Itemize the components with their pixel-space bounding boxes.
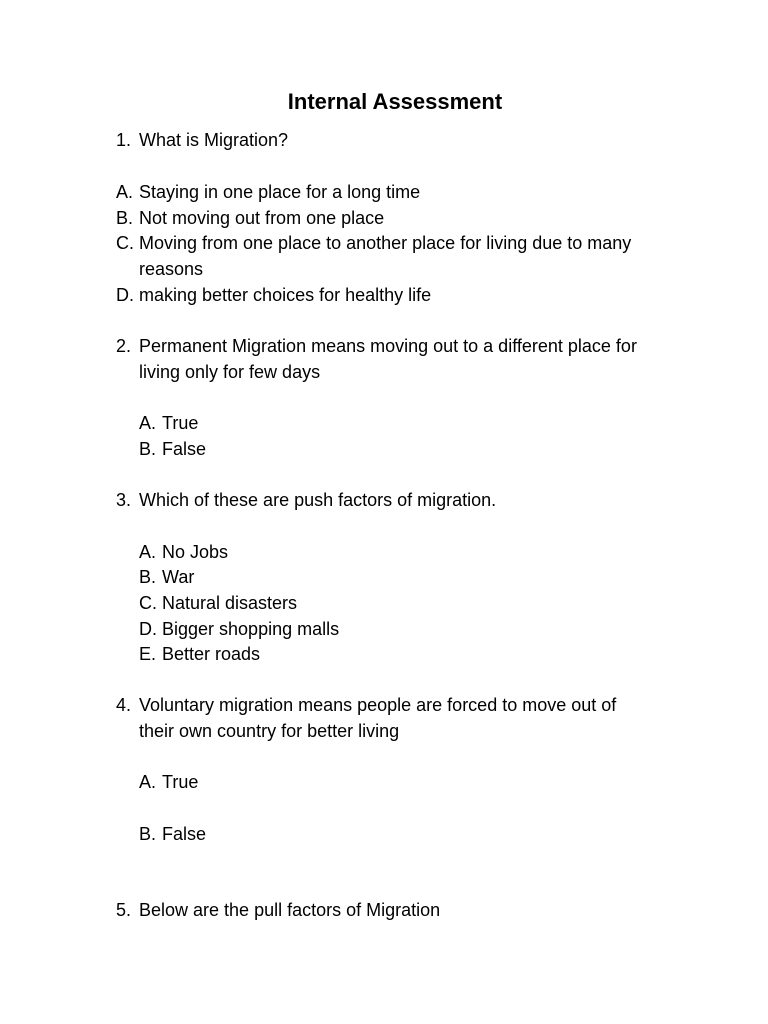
option-text: True xyxy=(162,413,199,433)
option-letter: A. xyxy=(139,772,157,792)
question-number: 4. xyxy=(116,695,132,715)
question-number: 1. xyxy=(116,130,132,150)
option-text: making better choices for healthy life xyxy=(139,285,432,305)
option-text: Not moving out from one place xyxy=(139,208,385,228)
option-text: Better roads xyxy=(162,644,261,664)
option-letter: B. xyxy=(139,439,157,459)
question-text: What is Migration? xyxy=(139,130,289,150)
page-title: Internal Assessment xyxy=(287,89,503,114)
option-text: False xyxy=(162,439,207,459)
option-text: False xyxy=(162,824,207,844)
question-text: Below are the pull factors of Migration xyxy=(139,900,441,920)
question-text: Which of these are push factors of migration. xyxy=(139,490,497,510)
option-letter: C. xyxy=(116,233,134,253)
option-letter: D. xyxy=(116,285,134,305)
option-text: War xyxy=(162,567,195,587)
option-letter: A. xyxy=(139,413,157,433)
option-text: Staying in one place for a long time xyxy=(139,182,421,202)
option-letter: C. xyxy=(139,593,157,613)
option-letter: A. xyxy=(116,182,134,202)
option-text: True xyxy=(162,772,199,792)
option-letter: B. xyxy=(139,567,157,587)
option-text: No Jobs xyxy=(162,542,229,562)
option-letter: E. xyxy=(139,644,157,664)
question-text-continued: their own country for better living xyxy=(139,721,400,741)
option-letter: D. xyxy=(139,619,157,639)
option-letter: B. xyxy=(139,824,157,844)
question-text: Permanent Migration means moving out to a different place for xyxy=(139,336,637,356)
option-text: Natural disasters xyxy=(162,593,298,613)
question-text-continued: living only for few days xyxy=(139,362,321,382)
question-number: 3. xyxy=(116,490,132,510)
option-letter: A. xyxy=(139,542,157,562)
option-text: Moving from one place to another place for living due to many xyxy=(139,233,632,253)
question-text: Voluntary migration means people are forced to move out of xyxy=(139,695,617,715)
question-number: 5. xyxy=(116,900,132,920)
question-number: 2. xyxy=(116,336,132,356)
option-letter: B. xyxy=(116,208,134,228)
option-text-continued: reasons xyxy=(139,259,204,279)
option-text: Bigger shopping malls xyxy=(162,619,340,639)
